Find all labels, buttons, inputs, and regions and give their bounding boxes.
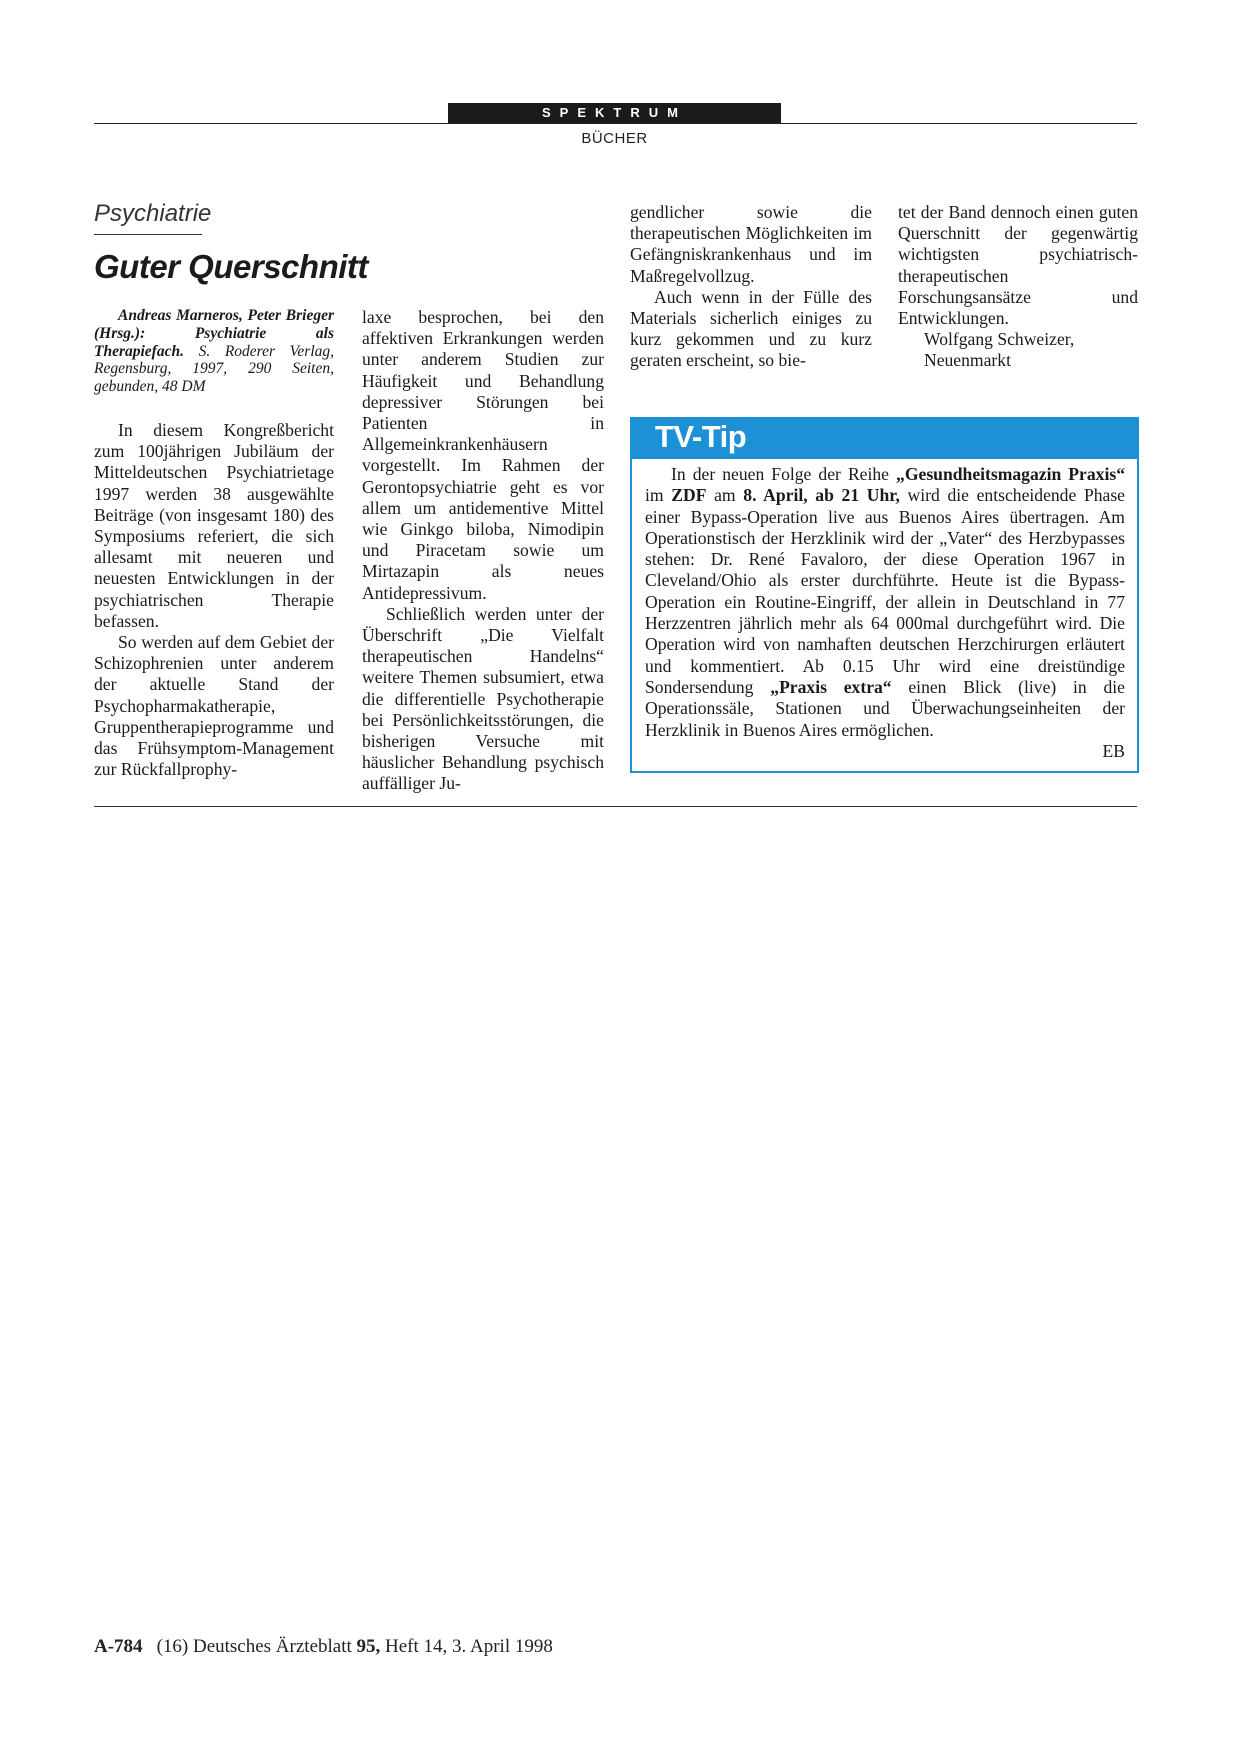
- book-citation-title: Andreas Marneros, Peter Brieger (Hrsg.): Psychiatrie als Therapiefach.: [94, 307, 334, 360]
- tv-tip-signature: EB: [1102, 740, 1125, 761]
- text-run: am: [706, 485, 744, 506]
- author-place: Neuenmarkt: [924, 350, 1011, 371]
- article-headline: Guter Querschnitt: [94, 248, 368, 285]
- subsection-label: BÜCHER: [581, 130, 648, 147]
- page-footer: [94, 1636, 553, 1658]
- page-number: A-784: [94, 1636, 143, 1657]
- section-bar: SPEKTRUM: [448, 103, 781, 123]
- program-name: „Gesundheitsmagazin Praxis“: [896, 464, 1125, 484]
- text-run: In der neuen Folge der Reihe: [671, 464, 897, 484]
- article-column-3: [630, 202, 872, 372]
- paragraph: In diesem Kongreßbericht zum 100jährigen Jubiläum der Mitteldeutschen Psychiatrietage 1997 werden 38 ausgewählte Beiträge (von insgesamt 180) des Symposiums referiert, die sich allesamt mit neueren und neuesten Entwicklungen in der psychiatrischen Therapie befassen.: [94, 419, 334, 631]
- paragraph: laxe besprochen, bei den affektiven Erkrankungen werden unter anderem Studien zur Häufigkeit und Behandlung depressiver Störungen bei Patienten in Allgemeinkrankenhäusern vorgestellt. Im Rahmen der Gerontopsychiatrie geht es vor allem um antidementive Mittel wie Ginkgo biloba, Nimodipin und Piracetam sowie um Mirtazapin als neues Antidepressivum.: [362, 307, 604, 603]
- paragraph: tet der Band dennoch einen guten Querschnitt der gegenwärtig wichtigsten psychiatrisch-therapeutischen Forschungsansätze und Entwicklungen.: [898, 202, 1138, 329]
- kicker-underline: [94, 234, 202, 235]
- article-column-1: [94, 307, 334, 780]
- volume-number: 95,: [356, 1636, 381, 1657]
- paragraph: So werden auf dem Gebiet der Schizophrenien unter anderem der aktuelle Stand der Psychopharmakatherapie, Gruppentherapieprogramme und das Frühsymptom-Management zur Rückfallprophy-: [94, 632, 334, 780]
- paragraph: Auch wenn in der Fülle des Materials sicherlich einiges zu kurz gekommen und zu kurz geraten erscheint, so bie-: [630, 286, 872, 371]
- air-date: 8. April, ab 21 Uhr,: [743, 485, 900, 506]
- article-kicker: Psychiatrie: [94, 200, 212, 227]
- article-column-4: [898, 202, 1138, 372]
- header-rule: [94, 123, 1137, 124]
- tv-tip-text: [645, 464, 1125, 762]
- article-column-2: [362, 307, 604, 795]
- footer-text: (16) Deutsches Ärzteblatt: [156, 1636, 357, 1657]
- special-program-name: „Praxis extra“: [770, 676, 892, 697]
- author-name: Wolfgang Schweizer,: [924, 329, 1075, 350]
- text-run: einen Blick (live) in die Operationssäle, Stationen und Überwachungseinheiten der Herzklinik in Buenos Aires ermöglichen.: [645, 676, 1125, 740]
- text-run: wird die entscheidende Phase einer Bypass-Operation live aus Buenos Aires übertragen. Am Operationstisch der Herzklinik wird der „Vater“ des Herzbypasses stehen: Dr. René Favaloro, der diese Operation 1967 in Cleveland/Ohio als erster durchführte. Heute ist die Bypass-Operation ein Routine-Eingriff, der allein in Deutschland in 77 Herzzentren jährlich mehr als 64 000mal durchgeführt wird. Die Operation wird von namhaften deutschen Herzchirurgen erläutert und kommentiert. Ab 0.15 Uhr wird eine dreistündige Sondersendung: [645, 485, 1125, 697]
- paragraph: Schließlich werden unter der Überschrift „Die Vielfalt therapeutischen Handelns“ weitere Themen subsumiert, etwa die differentielle Psychotherapie bei Persönlichkeitsstörungen, die bisherigen Versuche mit häuslicher Behandlung psychisch auffälliger Ju-: [362, 603, 604, 794]
- footer-issue: Heft 14, 3. April 1998: [380, 1636, 553, 1657]
- tv-tip-title: TV-Tip: [655, 419, 747, 454]
- channel-name: ZDF: [671, 485, 707, 506]
- text-run: im: [645, 485, 672, 506]
- book-citation-details: S. Roderer Verlag, Regensburg, 1997, 290 Seiten, gebunden, 48 DM: [94, 342, 334, 396]
- paragraph: gendlicher sowie die therapeutischen Möglichkeiten im Gefängniskrankenhaus und im Maßregelvollzug.: [630, 202, 872, 286]
- article-bottom-rule: [94, 806, 1137, 807]
- tv-tip-paragraph: [645, 464, 1125, 762]
- book-citation: [94, 307, 334, 396]
